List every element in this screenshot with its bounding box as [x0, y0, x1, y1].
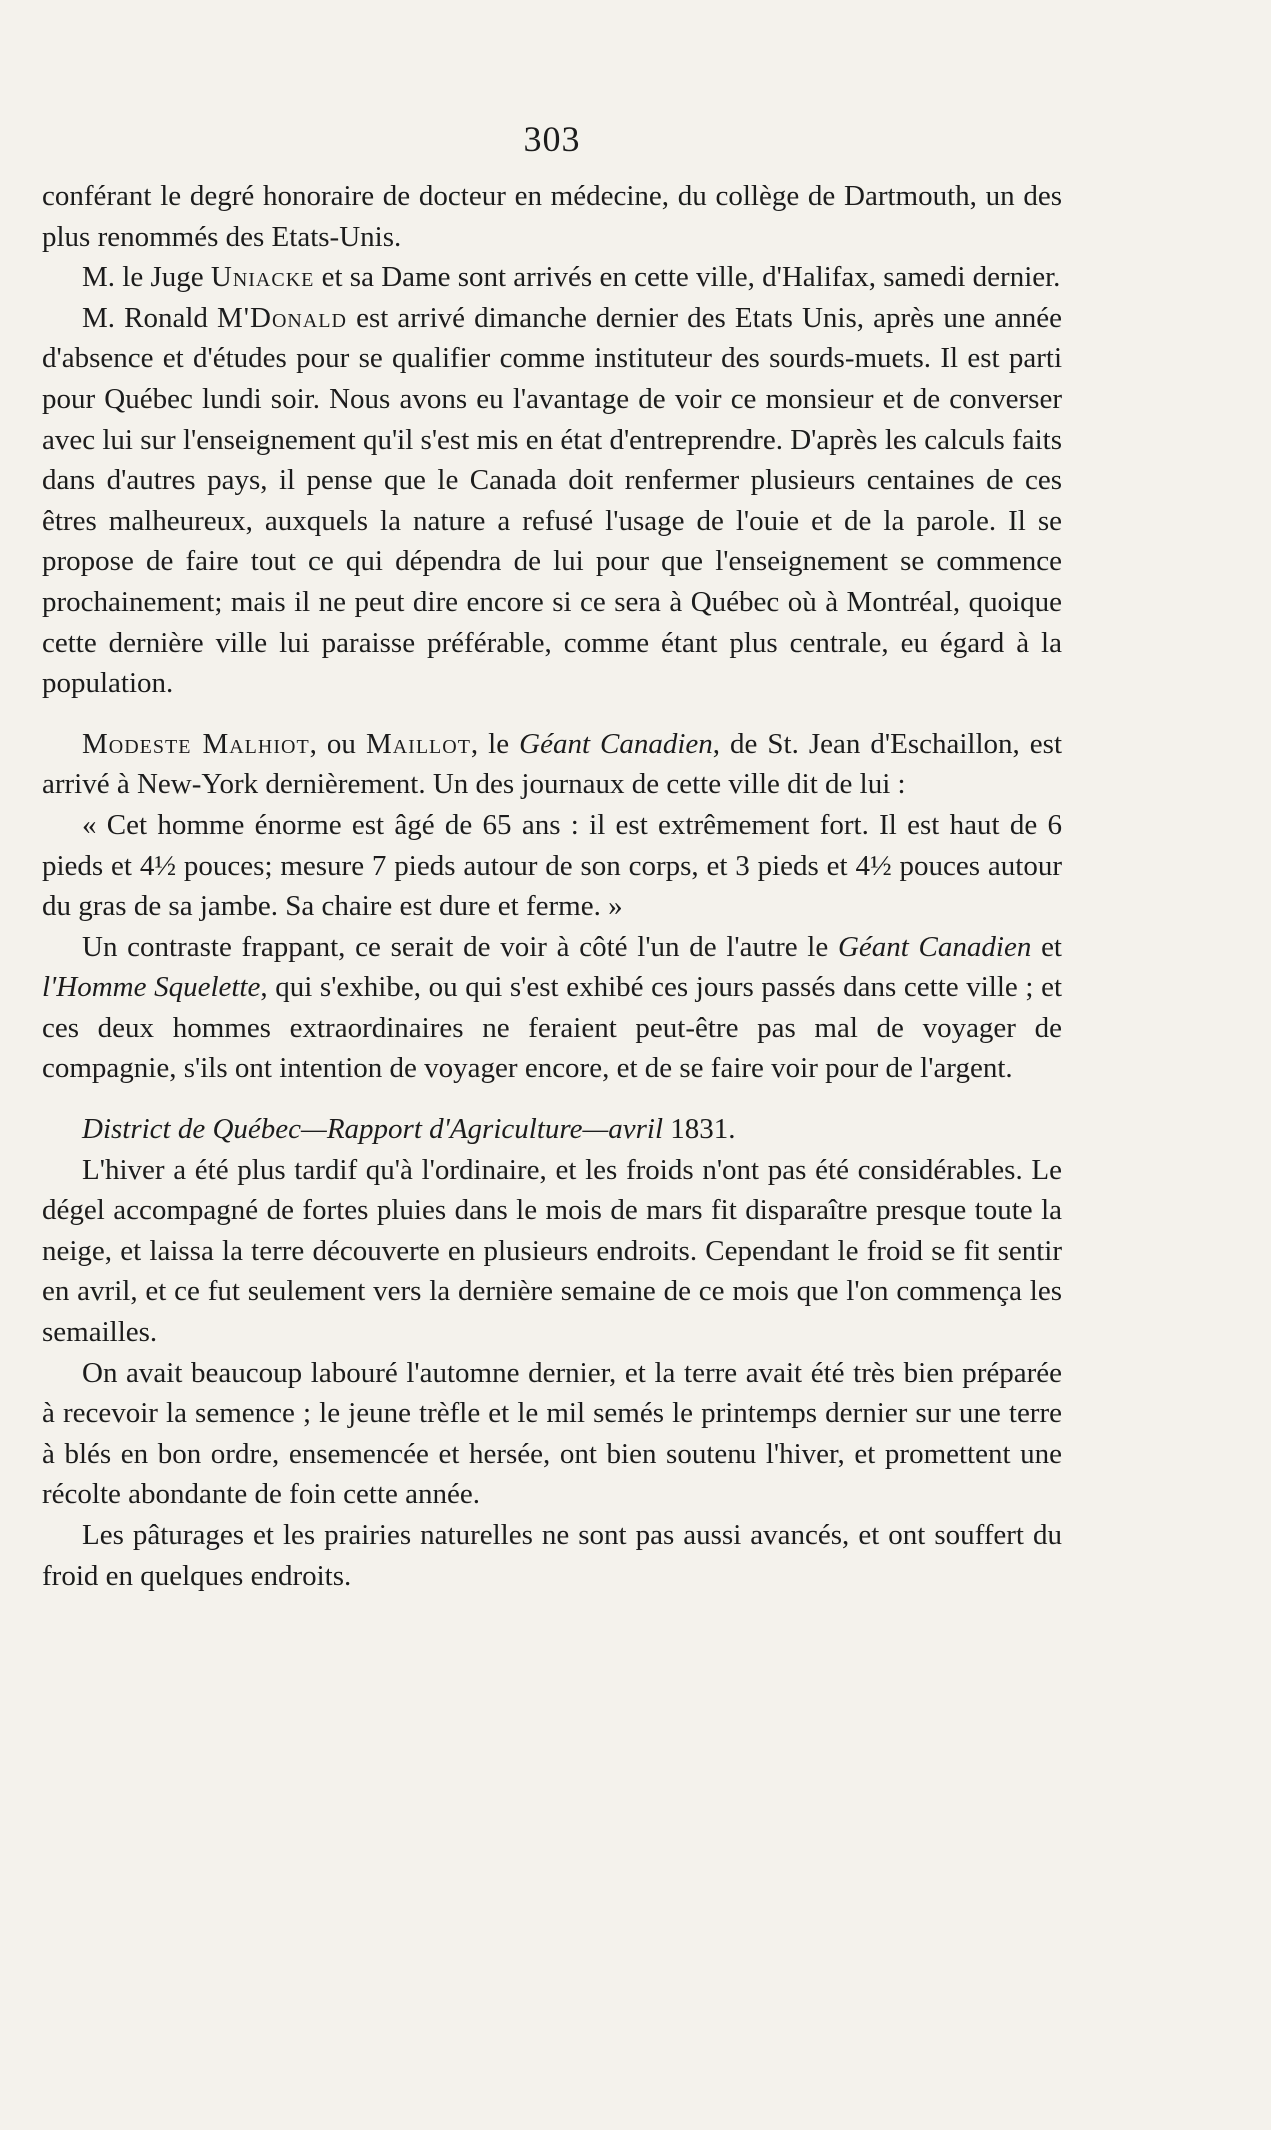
paragraph-text: Les pâturages et les prairies naturelles ne sont pas aussi avancés, et ont souffert du froid en quelques endroits. — [42, 1519, 1062, 1592]
paragraph-contraste — [42, 927, 1062, 1089]
paragraph-labour — [42, 1353, 1062, 1515]
paragraph-hiver — [42, 1150, 1062, 1353]
person-name: Uniacke — [210, 261, 315, 294]
italic-title: Géant Canadien — [519, 727, 713, 760]
paragraph-mdonald — [42, 298, 1062, 704]
paragraph-text: et — [1031, 930, 1062, 963]
paragraph-paturages — [42, 1515, 1062, 1596]
heading-year: 1831. — [663, 1113, 736, 1146]
paragraph-uniacke — [42, 257, 1062, 298]
heading-text: District de Québec—Rapport d'Agriculture—avril — [82, 1113, 664, 1146]
paragraph-text: M. le Juge — [82, 261, 211, 294]
paragraph-text: et sa Dame sont arrivés en cette ville, d'Halifax, samedi dernier. — [314, 261, 1061, 294]
paragraph-text: , de St. Jean d'Eschaillon, est arrivé à New-York dernièrement. Un des journaux de cette ville dit de lui : — [42, 727, 1062, 801]
person-name: Modeste Malhiot — [82, 727, 310, 760]
paragraph-text: , qui s'exhibe, ou qui s'est exhibé ces jours passés dans cette ville ; et ces deux hommes extraordinaires ne feraient peut-être pas mal de voyager de compagnie, s'ils ont intention de voyager encore, et de se faire voir pour de l'argent. — [42, 971, 1063, 1085]
paragraph-text: , ou — [309, 727, 366, 760]
italic-title: Géant Canadien — [837, 930, 1032, 963]
paragraph-malhiot — [42, 724, 1062, 805]
paragraph-text: L'hiver a été plus tardif qu'à l'ordinaire, et les froids n'ont pas été considérables. Le dégel accompagné de fortes pluies dans le mois de mars fit disparaître presque toute la neige, et laissa la terre découverte en plusieurs endroits. Cependant le froid se fit sentir en avril, et ce fut seulement vers la dernière semaine de ce mois que l'on commença les semailles. — [42, 1153, 1062, 1349]
paragraph-text: Un contraste frappant, ce serait de voir à côté l'un de l'autre le — [82, 930, 838, 963]
paragraph-text: M. Ronald — [82, 301, 218, 334]
italic-title: l'Homme Squelette — [42, 971, 261, 1004]
person-name: M'Donald — [217, 301, 347, 334]
section-heading — [42, 1109, 1062, 1150]
paragraph-text: conférant le degré honoraire de docteur en médecine, du collège de Dartmouth, un des plus renommés des Etats-Unis. — [42, 180, 1062, 253]
paragraph-quote — [42, 805, 1062, 927]
document-page — [42, 118, 1062, 1596]
paragraph-text: « Cet homme énorme est âgé de 65 ans : il est extrêmement fort. Il est haut de 6 pieds et 4½ pouces; mesure 7 pieds autour de son corps, et 3 pieds et 4½ pouces autour du gras de sa jambe. Sa chaire est dure et ferme. » — [42, 808, 1062, 923]
paragraph-text: est arrivé dimanche dernier des Etats Unis, après une année d'absence et d'études pour se qualifier comme instituteur des sourds-muets. Il est parti pour Québec lundi soir. Nous avons eu l'avantage de voir ce monsieur et de converser avec lui sur l'enseignement qu'il s'est mis en état d'entreprendre. D'après les calculs faits dans d'autres pays, il pense que le Canada doit renfermer plusieurs centaines de ces êtres malheureux, auxquels la nature a refusé l'usage de l'ouie et de la parole. Il se propose de faire tout ce qui dépendra de lui pour que l'enseignement se commence prochainement; mais il ne peut dire encore si ce sera à Québec où à Montréal, quoique cette dernière ville lui paraisse préférable, comme étant plus centrale, eu égard à la population. — [42, 301, 1062, 700]
person-name: Maillot — [365, 727, 471, 760]
paragraph-text: On avait beaucoup labouré l'automne dernier, et la terre avait été très bien préparée à recevoir la semence ; le jeune trèfle et le mil semés le printemps dernier sur une terre à blés en bon ordre, ensemencée et hersée, ont bien soutenu l'hiver, et promettent une récolte abondante de foin cette année. — [42, 1356, 1062, 1511]
paragraph-continuation — [42, 176, 1062, 257]
paragraph-text: , le — [470, 727, 520, 760]
page-number: 303 — [523, 119, 581, 159]
